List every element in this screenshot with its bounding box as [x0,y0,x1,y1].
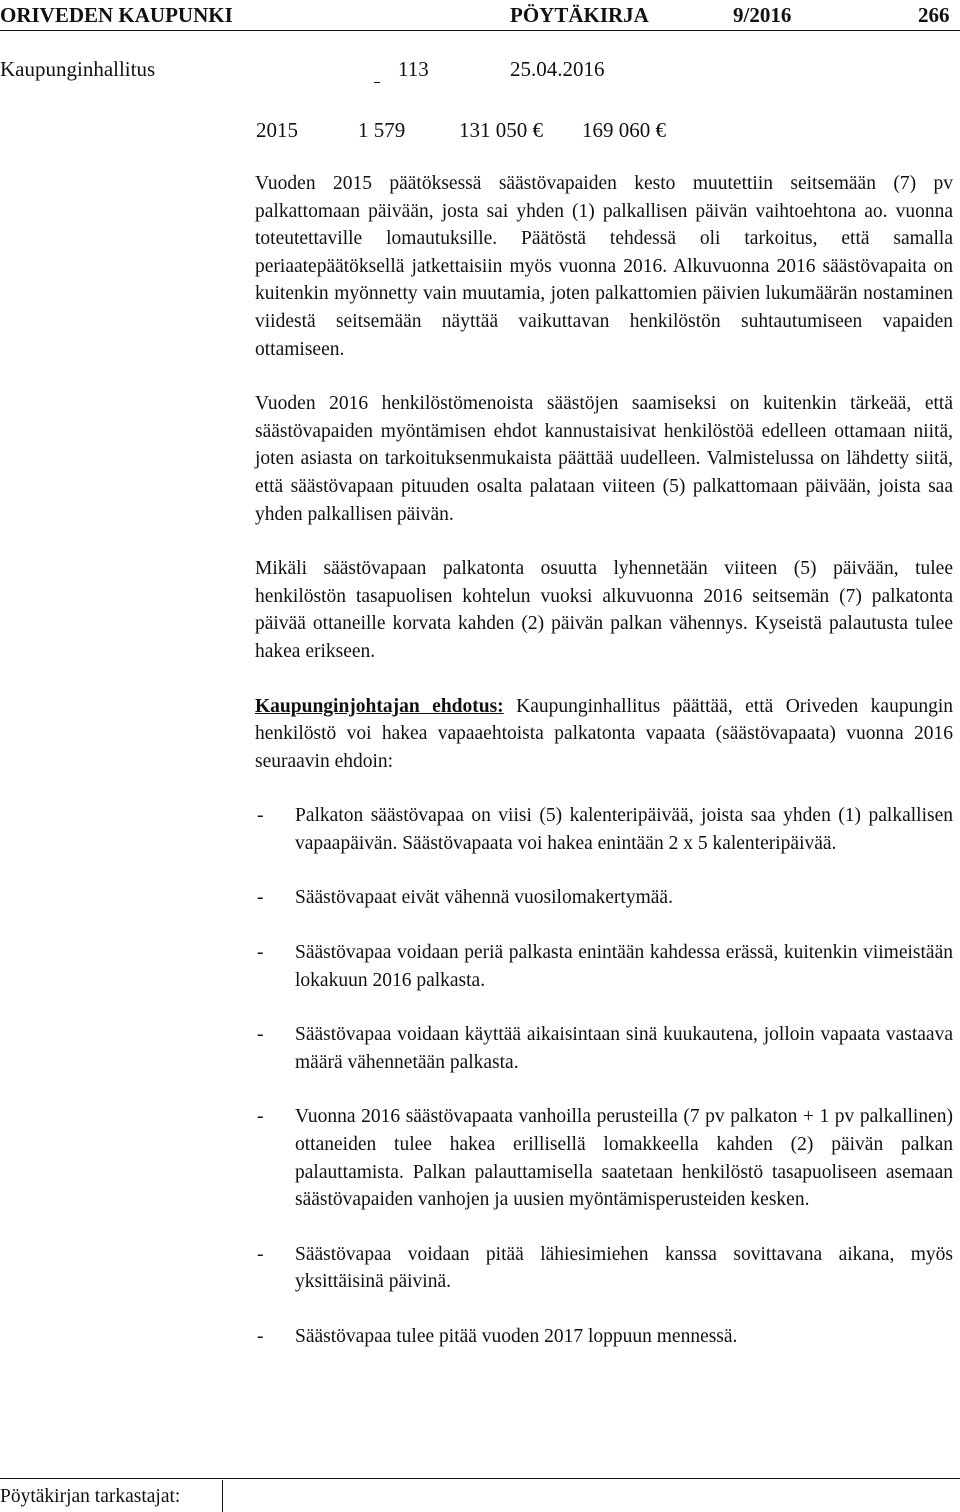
organization-name: ORIVEDEN KAUPUNKI [0,3,233,27]
section-number: 113 [398,57,429,81]
footer-separator [222,1480,223,1512]
meeting-date: 25.04.2016 [510,57,605,81]
section-mark [374,82,380,83]
proposal-label: Kaupunginjohtajan ehdotus: [255,695,504,717]
page-number: 266 [918,3,950,27]
condition-item: - Säästövapaa voidaan periä palkasta enintään kahdessa erässä, kuitenkin viimeistään lokakuun 2016 palkasta. [255,939,953,994]
condition-item: - Säästövapaa voidaan käyttää aikaisintaan sinä kuukautena, jolloin vapaata vastaava määrä vähennetään palkasta. [255,1021,953,1076]
row-amount-1: 131 050 € [459,118,543,142]
row-year: 2015 [256,118,298,142]
bullet-dash: - [257,942,264,964]
footer-divider [0,1478,960,1479]
paragraph-1: Vuoden 2015 päätöksessä säästövapaiden kesto muutettiin seitsemään (7) pv palkattomaan päivään, josta sai yhden (1) palkallisen päivän vaihtoehtona ao. vuonna toteutettaville lomautuksille. Päätöstä tehdessä oli tarkoitus, että samalla periaatepäätöksellä jatkettaisiin myös vuonna 2016. Alkuvuonna 2016 säästövapaita on kuitenkin myönnetty vain muutamia, joten palkattomien päivien lukumäärän nostaminen viidestä seitsemään näyttää vaikuttavan henkilöstön suhtautumiseen vapaiden ottamiseen. [255,173,953,360]
bullet-dash: - [257,1106,264,1128]
footer-label: Pöytäkirjan tarkastajat: [0,1486,181,1507]
row-count: 1 579 [358,118,406,142]
issue-number: 9/2016 [733,3,792,27]
row-amount-2: 169 060 € [582,118,666,142]
condition-item: - Säästövapaa voidaan pitää lähiesimiehen kanssa sovittavana aikana, myös yksittäisinä päivinä. [255,1241,953,1296]
condition-item: - Säästövapaat eivät vähennä vuosilomakertymää. [255,884,953,912]
header-divider [0,30,960,31]
conditions-list [255,802,953,1350]
bullet-dash: - [257,805,264,827]
proposal-paragraph [255,693,953,776]
document-body [255,170,953,1378]
proposal-text: Kaupunginhallitus päättää, että Oriveden kaupungin henkilöstö voi hakea vapaaehtoista palkatonta vapaata (säästövapaata) vuonna 2016 seuraavin ehdoin: [255,695,953,772]
condition-item: - Vuonna 2016 säästövapaata vanhoilla perusteilla (7 pv palkaton + 1 pv palkallinen) ottaneiden tulee hakea erillisellä lomakkeella kahden (2) päivän palkan palauttamista. Palkan palauttamisella saatetaan henkilöstö tasapuoliseen asemaan säästövapaiden vanhojen ja uusien myöntämisperusteiden kesken. [255,1103,953,1213]
condition-item: - Säästövapaa tulee pitää vuoden 2017 loppuun mennessä. [255,1323,953,1351]
paragraph-2: Vuoden 2016 henkilöstömenoista säästöjen saamiseksi on kuitenkin tärkeää, että säästövapaiden myöntämisen ehdot kannustaisivat henkilöstöä edelleen ottamaan niitä, joten asiasta on tarkoituksenmukaista päättää uudelleen. Valmistelussa on lähdetty siitä, että säästövapaan pituuden osalta palataan viiteen (5) palkattomaan päivään, joista saa yhden palkallisen päivän. [255,393,953,525]
bullet-dash: - [257,887,264,909]
condition-item: - Palkaton säästövapaa on viisi (5) kalenteripäivää, joista saa yhden (1) palkallisen vapaapäivän. Säästövapaata voi hakea enintään 2 x 5 kalenteripäivää. [255,802,953,857]
bullet-dash: - [257,1243,264,1265]
meeting-body: Kaupunginhallitus [0,57,156,81]
document-type: PÖYTÄKIRJA [510,3,649,27]
bullet-dash: - [257,1326,264,1347]
bullet-dash: - [257,1024,264,1046]
paragraph-3: Mikäli säästövapaan palkatonta osuutta lyhennetään viiteen (5) päivään, tulee henkilöstön tasapuolisen kohtelun vuoksi alkuvuonna 2016 seitsemän (7) palkatonta päivää ottaneille korvata kahden (2) päivän palkan vähennys. Kyseistä palautusta tulee hakea erikseen. [255,558,953,662]
